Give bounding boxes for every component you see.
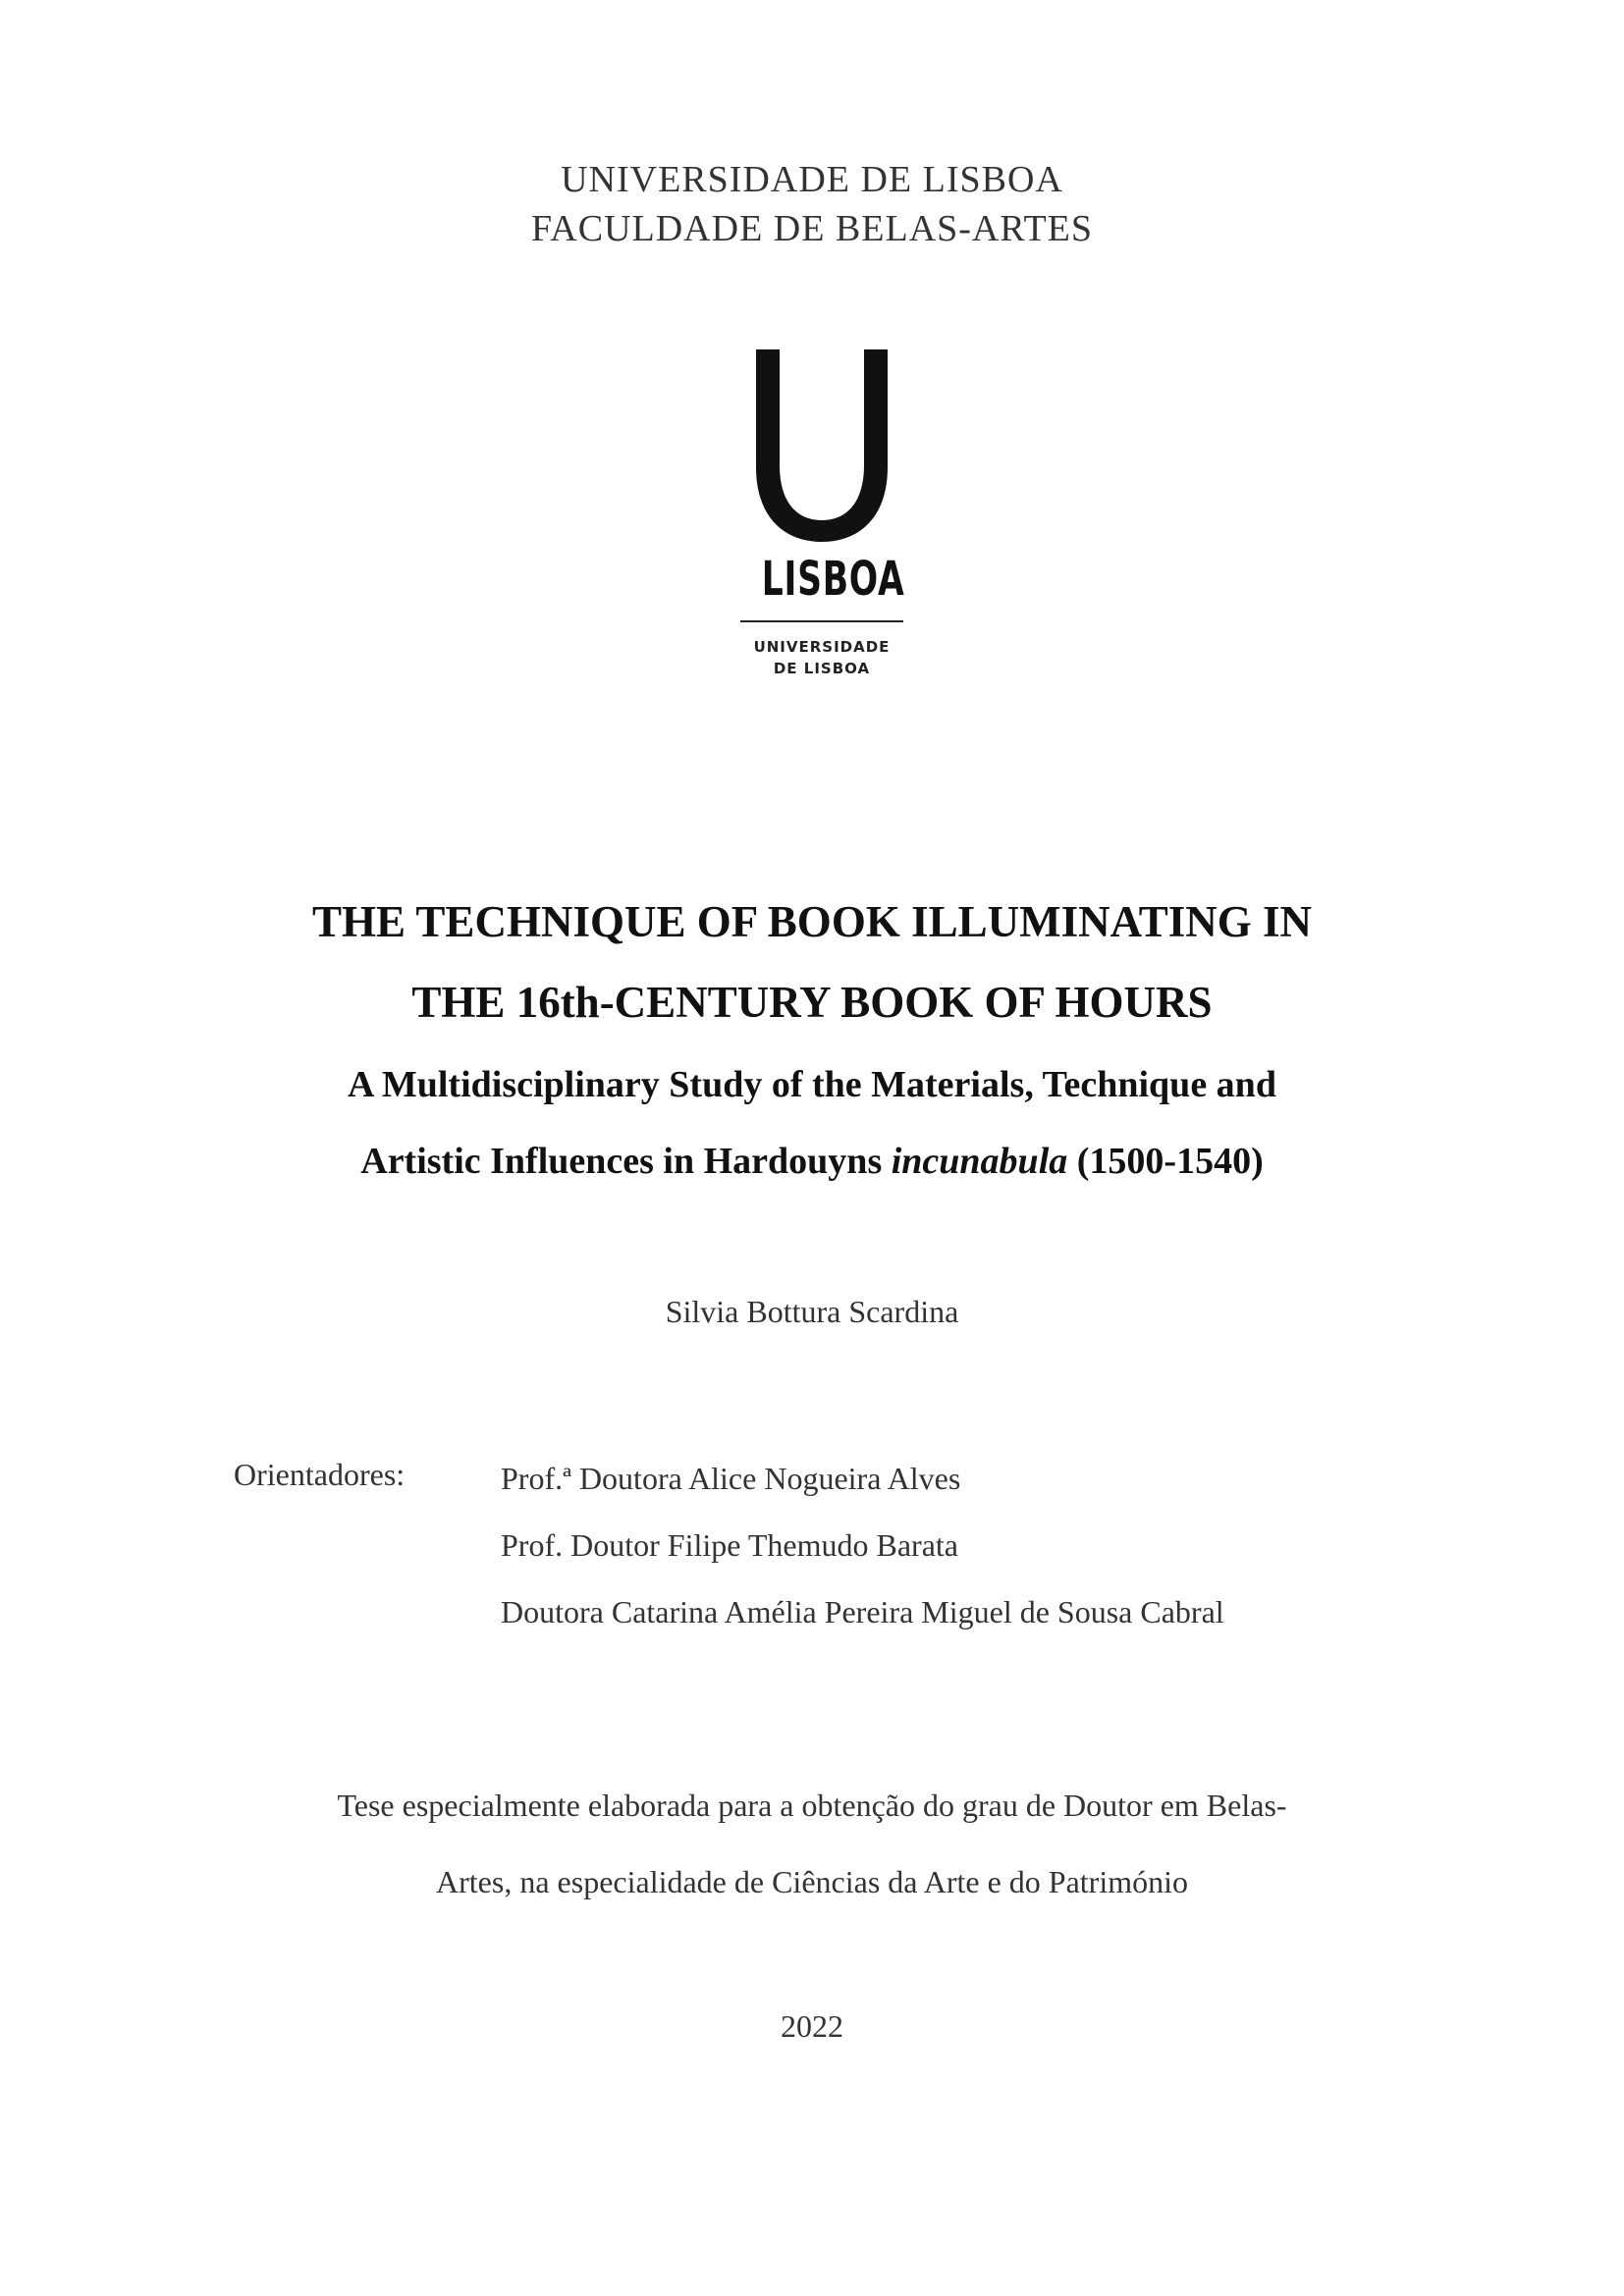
subtitle-line2: [0, 1123, 1624, 1200]
publication-year: 2022: [781, 2008, 843, 2044]
supervisor-name: Prof. Doutor Filipe Themudo Barata: [501, 1527, 958, 1563]
thesis-statement-line1: Tese especialmente elaborada para a obtenção do grau de Doutor em Belas-: [337, 1788, 1287, 1823]
supervisor-name: Prof.ª Doutora Alice Nogueira Alves: [501, 1461, 961, 1496]
university-name: UNIVERSIDADE DE LISBOA: [561, 159, 1063, 200]
logo-subtitle: [738, 636, 905, 679]
thesis-title: [0, 881, 1624, 1042]
thesis-subtitle: [0, 1046, 1624, 1200]
institution-header: [0, 155, 1624, 253]
logo-wordmark: LISBOA: [761, 552, 905, 607]
faculty-name: FACULDADE DE BELAS-ARTES: [530, 208, 1093, 249]
subtitle-line1: A Multidisciplinary Study of the Materials, Technique and: [348, 1064, 1276, 1105]
title-line2: THE 16th-CENTURY BOOK OF HOURS: [411, 978, 1213, 1027]
subtitle-italic-term: incunabula: [891, 1141, 1068, 1182]
thesis-statement-line2: Artes, na especialidade de Ciências da Arte e do Património: [436, 1864, 1188, 1899]
university-logo: [738, 347, 905, 681]
supervisors-list: [501, 1457, 1224, 1657]
title-line1: THE TECHNIQUE OF BOOK ILLUMINATING IN: [311, 897, 1313, 946]
logo-divider: [740, 620, 903, 622]
u-logo-icon: [738, 347, 905, 544]
supervisor-name: Doutora Catarina Amélia Pereira Miguel de Sousa Cabral: [501, 1594, 1224, 1629]
subtitle-line2-after: (1500-1540): [1067, 1141, 1264, 1182]
logo-sub-line2: DE LISBOA: [773, 660, 871, 677]
supervisors-label: Orientadores:: [234, 1457, 406, 1492]
author-name: Silvia Bottura Scardina: [665, 1294, 959, 1329]
thesis-statement: [0, 1767, 1624, 1920]
logo-sub-line1: UNIVERSIDADE: [753, 638, 891, 656]
subtitle-line2-before: Artistic Influences in Hardouyns: [360, 1141, 892, 1182]
